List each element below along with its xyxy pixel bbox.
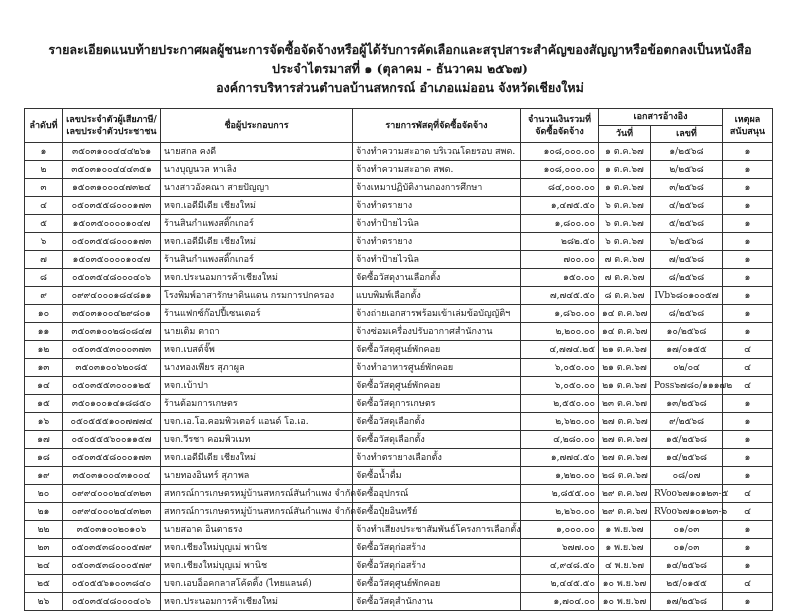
cell-refno: ๑๗/๒๕๖๘	[651, 593, 723, 611]
cell-date: ๑๐ พ.ย.๖๗	[599, 575, 651, 593]
cell-vendor: โรงพิมพ์อาสารักษาดินแดน กรมการปกครอง	[161, 287, 353, 305]
cell-vendor: หจก.เบ้าปา	[161, 377, 353, 395]
cell-taxid: ๐๕๐๕๕๕๑๐๐๗๗๗๔	[63, 413, 161, 431]
cell-no: ๗	[25, 251, 63, 269]
cell-reason: ๑	[723, 467, 773, 485]
cell-date: ๖ ต.ค.๖๗	[599, 215, 651, 233]
table-row	[25, 593, 773, 611]
table-row	[25, 323, 773, 341]
cell-item: จ้างทำความสะอาด บริเวณโดยรอบ สพด.	[353, 143, 521, 161]
col-header-vendor: ชื่อผู้ประกอบการ	[161, 109, 353, 143]
cell-no: ๕	[25, 215, 63, 233]
cell-no: ๑๙	[25, 467, 63, 485]
cell-no: ๒๖	[25, 593, 63, 611]
cell-amount: ๒,๔๔๕.๕๐	[521, 575, 599, 593]
cell-reason: ๔	[723, 359, 773, 377]
cell-taxid: ๑๕๐๓๕๐๐๐๐๑๐๔๗	[63, 215, 161, 233]
cell-taxid: ๓๕๐๓๑๐๐๖๒๐๘๕	[63, 359, 161, 377]
cell-no: ๒	[25, 161, 63, 179]
cell-no: ๑๔	[25, 377, 63, 395]
cell-item: จัดซื้อวัสดุศูนย์พักคอย	[353, 575, 521, 593]
cell-item: แบบพิมพ์เลือกตั้ง	[353, 287, 521, 305]
cell-amount: ๔,๙๔๘.๕๐	[521, 557, 599, 575]
cell-taxid: ๐๙๙๔๐๐๐๑๘๔๘๑๑	[63, 287, 161, 305]
cell-reason: ๑	[723, 431, 773, 449]
cell-date: ๒๘ ต.ค.๖๗	[599, 467, 651, 485]
cell-reason: ๑	[723, 197, 773, 215]
cell-date: ๑ ต.ค.๖๗	[599, 143, 651, 161]
cell-date: ๑ พ.ย.๖๗	[599, 521, 651, 539]
cell-taxid: ๐๕๐๓๕๔๘๐๐๐๔๐๖	[63, 269, 161, 287]
cell-vendor: ร้านสินกำแพงสติ๊กเกอร์	[161, 215, 353, 233]
table-row	[25, 575, 773, 593]
cell-refno: Poss๖๗๘๐/๑๑๑๗๒	[651, 377, 723, 395]
cell-date: ๒๑ ต.ค.๖๗	[599, 359, 651, 377]
cell-taxid: ๐๙๙๔๐๐๐๒๔๔๓๒๓	[63, 503, 161, 521]
cell-taxid: ๓๕๐๓๑๐๐๔๒๙๘๐๑	[63, 305, 161, 323]
cell-no: ๘	[25, 269, 63, 287]
cell-item: จ้างทำตรายางเลือกตั้ง	[353, 449, 521, 467]
cell-amount: ๒,๖๒๐.๐๐	[521, 413, 599, 431]
cell-date: ๖ ต.ค.๖๗	[599, 233, 651, 251]
cell-vendor: นางสาวอังคณา สายปัญญา	[161, 179, 353, 197]
col-header-refno: เลขที่	[651, 126, 723, 143]
cell-refno: ๑๕/๒๕๖๘	[651, 431, 723, 449]
cell-taxid: ๐๕๐๓๕๓๘๐๐๐๕๗๙	[63, 557, 161, 575]
cell-amount: ๒,๒๐๐.๐๐	[521, 323, 599, 341]
cell-item: จัดซื้อวัสดุก่อสร้าง	[353, 557, 521, 575]
cell-vendor: หจก.ประนอมการค้าเชียงใหม่	[161, 269, 353, 287]
table-row	[25, 341, 773, 359]
cell-taxid: ๐๕๐๓๕๕๓๐๐๐๓๗๓	[63, 341, 161, 359]
cell-vendor: บจก.วีรชา คอมพิวเมท	[161, 431, 353, 449]
cell-item: จ้างทำป้ายไวนิล	[353, 215, 521, 233]
cell-vendor: หจก.เชียงใหม่บุญเม่ พานิช	[161, 539, 353, 557]
table-row	[25, 467, 773, 485]
cell-refno: ๑๔/๒๕๖๘	[651, 557, 723, 575]
cell-item: จัดซื้ออุปกรณ์	[353, 485, 521, 503]
cell-reason: ๑	[723, 593, 773, 611]
col-header-date: วันที่	[599, 126, 651, 143]
table-row	[25, 179, 773, 197]
cell-taxid: ๐๕๐๓๕๓๘๐๐๐๕๗๙	[63, 539, 161, 557]
cell-refno: IVb๖๘๐๑๐๐๕๗	[651, 287, 723, 305]
cell-vendor: บจก.เอ.โอ.คอมพิวเตอร์ แอนด์ โอ.เอ.	[161, 413, 353, 431]
cell-reason: ๔	[723, 341, 773, 359]
cell-date: ๒๑ ต.ค.๖๗	[599, 341, 651, 359]
cell-vendor: สหกรณ์การเกษตรหมู่บ้านสหกรณ์สันกำแพง จำกัด	[161, 485, 353, 503]
cell-taxid: ๓๕๐๓๑๐๐๔๔๔๓๕๑	[63, 161, 161, 179]
table-row	[25, 395, 773, 413]
cell-date: ๒๗ ต.ค.๖๗	[599, 431, 651, 449]
cell-amount: ๑,๒๒๐.๐๐	[521, 467, 599, 485]
cell-refno: ๐๒/๐๔	[651, 359, 723, 377]
cell-date: ๑ ต.ค.๖๗	[599, 161, 651, 179]
cell-item: จ้างทำความสะอาด สพด.	[353, 161, 521, 179]
cell-amount: ๖๗๗.๐๐	[521, 539, 599, 557]
table-row	[25, 431, 773, 449]
cell-reason: ๑	[723, 557, 773, 575]
cell-taxid: ๓๕๐๓๑๐๐๔๓๑๐๐๔	[63, 467, 161, 485]
cell-refno: RVoo๖๗๑๐๑๒๓-๖	[651, 503, 723, 521]
table-row	[25, 305, 773, 323]
cell-reason: ๑	[723, 323, 773, 341]
table-body	[25, 143, 773, 611]
cell-date: ๑ พ.ย.๖๗	[599, 539, 651, 557]
cell-item: จ้างทำตรายาง	[353, 197, 521, 215]
cell-taxid: ๓๕๐๑๐๐๑๔๑๘๘๕๐	[63, 395, 161, 413]
cell-vendor: นายเติม ตาถา	[161, 323, 353, 341]
cell-taxid: ๐๕๐๕๕๕๖๐๐๑๑๕๗	[63, 431, 161, 449]
table-row	[25, 233, 773, 251]
cell-item: จ้างทำเสียงประชาสัมพันธ์โครงการเลือกตั้ง	[353, 521, 521, 539]
col-header-taxid: เลขประจำตัวผู้เสียภาษี/ เลขประจำตัวประชาชน	[63, 109, 161, 143]
cell-vendor: นางบุญนวล หาเลิง	[161, 161, 353, 179]
cell-refno: ๑๔/๒๕๖๘	[651, 449, 723, 467]
table-row	[25, 521, 773, 539]
cell-date: ๖ ต.ค.๖๗	[599, 197, 651, 215]
cell-no: ๒๒	[25, 521, 63, 539]
cell-taxid: ๓๕๐๓๑๐๐๒๐๑๐๖	[63, 521, 161, 539]
cell-vendor: นายสกล คงดี	[161, 143, 353, 161]
cell-vendor: นายทองอินทร์ สุภาพล	[161, 467, 353, 485]
cell-date: ๒๗ ต.ค.๖๗	[599, 449, 651, 467]
cell-item: จ้างทำป้ายไวนิล	[353, 251, 521, 269]
cell-taxid: ๓๕๐๓๑๐๐๔๔๔๒๖๑	[63, 143, 161, 161]
cell-amount: ๑,๘๐๐.๐๐	[521, 215, 599, 233]
cell-item: จัดซื้อวัสดุงานเลือกตั้ง	[353, 269, 521, 287]
cell-reason: ๑	[723, 215, 773, 233]
cell-refno: ๖/๒๕๖๘	[651, 233, 723, 251]
cell-no: ๑๕	[25, 395, 63, 413]
cell-reason: ๑	[723, 287, 773, 305]
cell-date: ๗ ต.ค.๖๗	[599, 269, 651, 287]
table-row	[25, 503, 773, 521]
cell-amount: ๗๐๐.๐๐	[521, 251, 599, 269]
document-subtitle-quarter: ประจำไตรมาสที่ ๑ (ตุลาคม - ธันวาคม ๒๕๖๗)	[272, 61, 528, 76]
table-row	[25, 377, 773, 395]
cell-taxid: ๓๕๐๓๑๐๐๒๘๐๘๔๗	[63, 323, 161, 341]
cell-amount: ๒,๒๖๐.๐๐	[521, 503, 599, 521]
cell-refno: ๑๐/๒๕๖๘	[651, 323, 723, 341]
cell-vendor: นายสอาด อินตาธรง	[161, 521, 353, 539]
col-header-no: ลำดับที่	[25, 109, 63, 143]
cell-no: ๒๔	[25, 557, 63, 575]
cell-date: ๑ ต.ค.๖๗	[599, 179, 651, 197]
cell-item: จ้างทำอาหารศูนย์พักคอย	[353, 359, 521, 377]
cell-date: ๒๙ ต.ค.๖๗	[599, 503, 651, 521]
col-header-ref: เอกสารอ้างอิง	[599, 109, 723, 126]
cell-reason: ๑	[723, 305, 773, 323]
cell-no: ๒๑	[25, 503, 63, 521]
table-row	[25, 251, 773, 269]
cell-taxid: ๐๕๐๓๕๕๘๐๐๐๑๗๓	[63, 197, 161, 215]
cell-no: ๒๕	[25, 575, 63, 593]
table-row	[25, 197, 773, 215]
table-row	[25, 449, 773, 467]
cell-no: ๒๓	[25, 539, 63, 557]
cell-item: จัดซื้อปุ๋ยอินทรีย์	[353, 503, 521, 521]
cell-refno: ๔/๒๕๖๘	[651, 197, 723, 215]
cell-vendor: หจก.เอดีมีเดีย เชียงใหม่	[161, 449, 353, 467]
cell-amount: ๑,๗๐๔.๐๐	[521, 593, 599, 611]
cell-amount: ๑๕๐.๐๐	[521, 269, 599, 287]
table-header	[25, 109, 773, 143]
table-row	[25, 485, 773, 503]
cell-item: จ้างทำตรายาง	[353, 233, 521, 251]
cell-date: ๑๐ พ.ย.๖๗	[599, 593, 651, 611]
col-header-amount: จำนวนเงินรวมที่ จัดซื้อจัดจ้าง	[521, 109, 599, 143]
cell-vendor: ร้านสินกำแพงสติ๊กเกอร์	[161, 251, 353, 269]
cell-no: ๑	[25, 143, 63, 161]
cell-amount: ๑,๔๗๕.๕๐	[521, 197, 599, 215]
cell-reason: ๔	[723, 377, 773, 395]
cell-reason: ๑	[723, 251, 773, 269]
cell-taxid: ๐๕๐๓๕๕๘๐๐๐๑๗๓	[63, 233, 161, 251]
cell-date: ๑๔ ต.ค.๖๗	[599, 305, 651, 323]
cell-refno: ๒๕/๐๑๕๕	[651, 575, 723, 593]
cell-refno: ๘/๒๕๖๘	[651, 269, 723, 287]
cell-no: ๔	[25, 197, 63, 215]
cell-no: ๑๓	[25, 359, 63, 377]
cell-refno: ๐๑/๐๓	[651, 521, 723, 539]
cell-item: จ้างถ่ายเอกสารพร้อมเข้าเล่มข้อบัญญัติฯ	[353, 305, 521, 323]
cell-refno: ๕/๒๕๖๘	[651, 215, 723, 233]
cell-no: ๓	[25, 179, 63, 197]
cell-reason: ๑	[723, 395, 773, 413]
cell-reason: ๔	[723, 503, 773, 521]
cell-no: ๙	[25, 287, 63, 305]
cell-taxid: ๐๕๐๕๕๖๑๐๐๓๘๔๐	[63, 575, 161, 593]
table-row	[25, 359, 773, 377]
cell-refno: ๑/๒๕๖๘	[651, 143, 723, 161]
cell-amount: ๑๐๘,๐๐๐.๐๐	[521, 161, 599, 179]
cell-taxid: ๐๕๐๓๕๕๘๐๐๐๑๗๓	[63, 449, 161, 467]
cell-reason: ๑	[723, 449, 773, 467]
cell-date: ๒๑ ต.ค.๖๗	[599, 377, 651, 395]
cell-item: จัดซื้อวัสดุศูนย์พักคอย	[353, 341, 521, 359]
cell-vendor: หจก.เอดีมีเดีย เชียงใหม่	[161, 233, 353, 251]
cell-taxid: ๐๙๙๔๐๐๐๒๔๔๓๒๓	[63, 485, 161, 503]
cell-reason: ๑	[723, 521, 773, 539]
table-row	[25, 269, 773, 287]
cell-amount: ๑๐๘,๐๐๐.๐๐	[521, 143, 599, 161]
cell-no: ๖	[25, 233, 63, 251]
cell-amount: ๒,๕๕๐.๐๐	[521, 395, 599, 413]
cell-reason: ๔	[723, 575, 773, 593]
cell-item: จ้างเหมาปฏิบัติงานกองการศึกษา	[353, 179, 521, 197]
cell-taxid: ๑๕๐๓๕๐๐๐๐๑๐๔๗	[63, 251, 161, 269]
cell-item: จัดซื้อวัสดุเลือกตั้ง	[353, 413, 521, 431]
document-title: รายละเอียดแนบท้ายประกาศผลผู้ชนะการจัดซื้อจัดจ้างหรือผู้ได้รับการคัดเลือกและสรุปสาระสำคัญของสัญญาหรือข้อตกลงเป็นหนังสือ	[48, 42, 752, 57]
cell-no: ๑๒	[25, 341, 63, 359]
table-row	[25, 287, 773, 305]
cell-reason: ๑	[723, 413, 773, 431]
cell-amount: ๔,๒๘๐.๐๐	[521, 431, 599, 449]
cell-refno: RVoo๖๗๑๐๑๒๓-๕	[651, 485, 723, 503]
cell-no: ๑๗	[25, 431, 63, 449]
cell-vendor: หจก.เบสต์จั๊พ	[161, 341, 353, 359]
table-row	[25, 161, 773, 179]
cell-item: จัดซื้อวัสดุก่อสร้าง	[353, 539, 521, 557]
cell-refno: ๐๑/๐๓	[651, 539, 723, 557]
cell-date: ๑๔ ต.ค.๖๗	[599, 323, 651, 341]
cell-amount: ๑,๐๐๐.๐๐	[521, 521, 599, 539]
cell-vendor: ร้านแฟกซ์ก๊อปปี้เซนเตอร์	[161, 305, 353, 323]
col-header-reason: เหตุผล สนับสนุน	[723, 109, 773, 143]
cell-amount: ๒,๘๕๕.๐๐	[521, 485, 599, 503]
cell-refno: ๙/๒๕๖๘	[651, 413, 723, 431]
cell-no: ๑๐	[25, 305, 63, 323]
cell-item: จัดซื้อวัสดุศูนย์พักคอย	[353, 377, 521, 395]
table-row	[25, 557, 773, 575]
cell-no: ๑๑	[25, 323, 63, 341]
cell-date: ๗ ต.ค.๖๗	[599, 251, 651, 269]
cell-reason: ๑	[723, 179, 773, 197]
procurement-table	[24, 108, 773, 611]
cell-no: ๑๘	[25, 449, 63, 467]
cell-vendor: สหกรณ์การเกษตรหมู่บ้านสหกรณ์สันกำแพง จำกัด	[161, 503, 353, 521]
document-subtitle-organization: องค์การบริหารส่วนตำบลบ้านสหกรณ์ อำเภอแม่ออน จังหวัดเชียงใหม่	[216, 80, 584, 95]
cell-reason: ๑	[723, 161, 773, 179]
cell-refno: ๑๓/๒๕๖๘	[651, 395, 723, 413]
cell-refno: ๑๗/๐๑๕๕	[651, 341, 723, 359]
col-header-item: รายการพัสดุที่จัดซื้อจัดจ้าง	[353, 109, 521, 143]
table-row	[25, 413, 773, 431]
cell-date: ๒๙ ต.ค.๖๗	[599, 485, 651, 503]
table-row	[25, 215, 773, 233]
cell-vendor: ร้านต้อมการเกษตร	[161, 395, 353, 413]
cell-date: ๔ พ.ย.๖๗	[599, 557, 651, 575]
cell-taxid: ๐๕๐๓๕๕๓๐๐๐๑๒๕	[63, 377, 161, 395]
cell-taxid: ๐๕๐๓๕๔๘๐๐๐๔๐๖	[63, 593, 161, 611]
cell-taxid: ๑๕๐๓๑๐๐๐๔๗๓๒๔	[63, 179, 161, 197]
cell-no: ๑๖	[25, 413, 63, 431]
cell-reason: ๑	[723, 233, 773, 251]
cell-vendor: บจก.เอบอ็อคกลาสโค้ดติ้ง (ไทยแลนด์)	[161, 575, 353, 593]
cell-item: จัดซื้อวัสดุการเกษตร	[353, 395, 521, 413]
cell-refno: ๗/๒๕๖๘	[651, 251, 723, 269]
cell-amount: ๑,๘๖๐.๐๐	[521, 305, 599, 323]
cell-date: ๒๗ ต.ค.๖๗	[599, 413, 651, 431]
cell-item: จัดซื้อน้ำดื่ม	[353, 467, 521, 485]
cell-amount: ๖,๐๕๐.๐๐	[521, 359, 599, 377]
cell-vendor: นางทองเพียร สุภาผูล	[161, 359, 353, 377]
cell-vendor: หจก.เอดีมีเดีย เชียงใหม่	[161, 197, 353, 215]
table-row	[25, 143, 773, 161]
cell-amount: ๘๔,๐๐๐.๐๐	[521, 179, 599, 197]
cell-date: ๒๓ ต.ค.๖๗	[599, 395, 651, 413]
cell-vendor: หจก.เชียงใหม่บุญเม่ พานิช	[161, 557, 353, 575]
cell-item: จัดซื้อวัสดุสำนักงาน	[353, 593, 521, 611]
cell-amount: ๖,๐๕๐.๐๐	[521, 377, 599, 395]
cell-reason: ๑	[723, 143, 773, 161]
table-row	[25, 539, 773, 557]
cell-amount: ๑,๗๗๔.๕๐	[521, 449, 599, 467]
cell-reason: ๔	[723, 485, 773, 503]
cell-amount: ๔,๗๗๔.๒๕	[521, 341, 599, 359]
cell-vendor: หจก.ประนอมการค้าเชียงใหม่	[161, 593, 353, 611]
cell-item: จัดซื้อวัสดุเลือกตั้ง	[353, 431, 521, 449]
cell-no: ๒๐	[25, 485, 63, 503]
cell-item: จ้างซ่อมเครื่องปรับอากาศสำนักงาน	[353, 323, 521, 341]
cell-amount: ๒๘๒.๕๐	[521, 233, 599, 251]
cell-refno: ๘/๒๕๖๘	[651, 305, 723, 323]
cell-refno: ๐๘/๐๗	[651, 467, 723, 485]
cell-refno: ๓/๒๕๖๘	[651, 179, 723, 197]
cell-date: ๘ ต.ค.๖๗	[599, 287, 651, 305]
cell-reason: ๑	[723, 539, 773, 557]
cell-amount: ๗,๗๔๕.๕๐	[521, 287, 599, 305]
cell-reason: ๑	[723, 269, 773, 287]
cell-refno: ๒/๒๕๖๘	[651, 161, 723, 179]
